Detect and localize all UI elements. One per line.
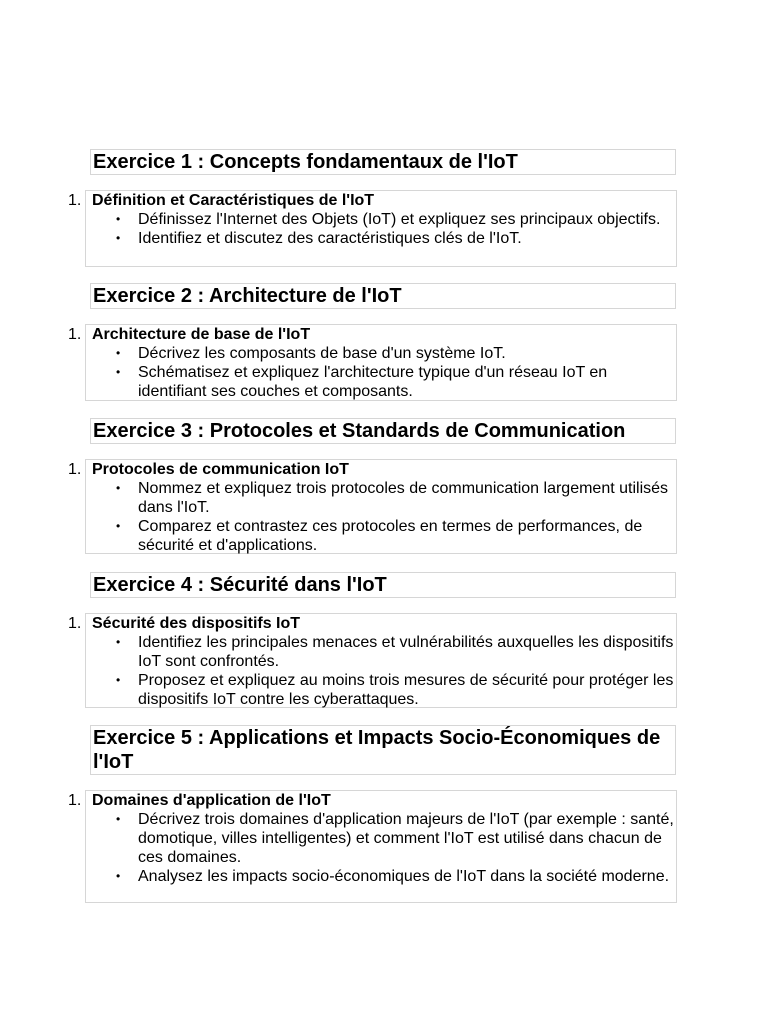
exercise-5-bullet-list xyxy=(92,810,676,886)
exercise-1-section-title: Définition et Caractéristiques de l'IoT xyxy=(92,192,375,209)
list-item xyxy=(116,810,676,867)
exercise-5-section xyxy=(68,790,677,903)
exercise-1-heading-box xyxy=(90,149,676,175)
exercise-4-heading: Exercice 4 : Sécurité dans l'IoT xyxy=(93,574,387,596)
exercise-5-list-number: 1. xyxy=(68,792,82,809)
list-item xyxy=(116,671,676,709)
list-item xyxy=(116,517,676,555)
bullet-text: Analysez les impacts socio-économiques de l'IoT dans la société moderne. xyxy=(138,868,670,885)
exercise-1-bullet-list xyxy=(92,210,676,248)
bullet-icon: • xyxy=(116,812,121,826)
bullet-icon: • xyxy=(116,481,121,495)
list-item xyxy=(116,363,676,401)
exercise-4-heading-box xyxy=(90,572,676,598)
list-item xyxy=(116,344,676,363)
exercise-1-section xyxy=(68,190,677,267)
list-item xyxy=(116,210,676,229)
list-item xyxy=(116,229,676,248)
exercise-3-heading: Exercice 3 : Protocoles et Standards de Communication xyxy=(93,420,626,442)
bullet-text: Identifiez et discutez des caractéristiques clés de l'IoT. xyxy=(138,230,522,247)
exercise-3-list-number: 1. xyxy=(68,461,82,478)
bullet-icon: • xyxy=(116,365,121,379)
exercise-5-heading: Exercice 5 : Applications et Impacts Socio-Économiques de l'IoT xyxy=(93,727,661,773)
bullet-icon: • xyxy=(116,869,121,883)
bullet-icon: • xyxy=(116,673,121,687)
exercise-4-list-number: 1. xyxy=(68,615,82,632)
list-item xyxy=(116,867,676,886)
bullet-icon: • xyxy=(116,231,121,245)
exercise-3-section-title: Protocoles de communication IoT xyxy=(92,461,349,478)
bullet-icon: • xyxy=(116,346,121,360)
bullet-text: Identifiez les principales menaces et vulnérabilités auxquelles les dispositifs IoT sont confrontés. xyxy=(138,634,674,670)
exercise-1-heading: Exercice 1 : Concepts fondamentaux de l'IoT xyxy=(93,151,518,173)
exercise-2-heading: Exercice 2 : Architecture de l'IoT xyxy=(93,285,402,307)
exercise-1-list-number: 1. xyxy=(68,192,82,209)
exercise-3-heading-box xyxy=(90,418,676,444)
exercise-3-section xyxy=(68,459,677,554)
exercise-4-bullet-list xyxy=(92,633,676,709)
exercise-5-section-title: Domaines d'application de l'IoT xyxy=(92,792,331,809)
exercise-2-heading-box xyxy=(90,283,676,309)
exercise-2-section xyxy=(68,324,677,401)
bullet-text: Proposez et expliquez au moins trois mesures de sécurité pour protéger les dispositifs IoT contre les cyberattaques. xyxy=(138,672,674,708)
exercise-2-section-title: Architecture de base de l'IoT xyxy=(92,326,311,343)
bullet-text: Décrivez trois domaines d'application majeurs de l'IoT (par exemple : santé, domotique, villes intelligentes) et comment l'IoT est utilisé dans chacun de ces domaines. xyxy=(138,811,674,866)
exercise-5-heading-box xyxy=(90,725,676,775)
bullet-text: Comparez et contrastez ces protocoles en termes de performances, de sécurité et d'applications. xyxy=(138,518,643,554)
exercise-2-bullet-list xyxy=(92,344,676,401)
list-item xyxy=(116,633,676,671)
list-item xyxy=(116,479,676,517)
exercise-2-list-number: 1. xyxy=(68,326,82,343)
bullet-text: Décrivez les composants de base d'un système IoT. xyxy=(138,345,506,362)
bullet-icon: • xyxy=(116,519,121,533)
bullet-text: Définissez l'Internet des Objets (IoT) et expliquez ses principaux objectifs. xyxy=(138,211,661,228)
bullet-icon: • xyxy=(116,212,121,226)
bullet-icon: • xyxy=(116,635,121,649)
bullet-text: Schématisez et expliquez l'architecture typique d'un réseau IoT en identifiant ses couches et composants. xyxy=(138,364,608,400)
exercise-3-bullet-list xyxy=(92,479,676,555)
exercise-4-section-title: Sécurité des dispositifs IoT xyxy=(92,615,301,632)
bullet-text: Nommez et expliquez trois protocoles de communication largement utilisés dans l'IoT. xyxy=(138,480,669,516)
exercise-4-section xyxy=(68,613,677,708)
